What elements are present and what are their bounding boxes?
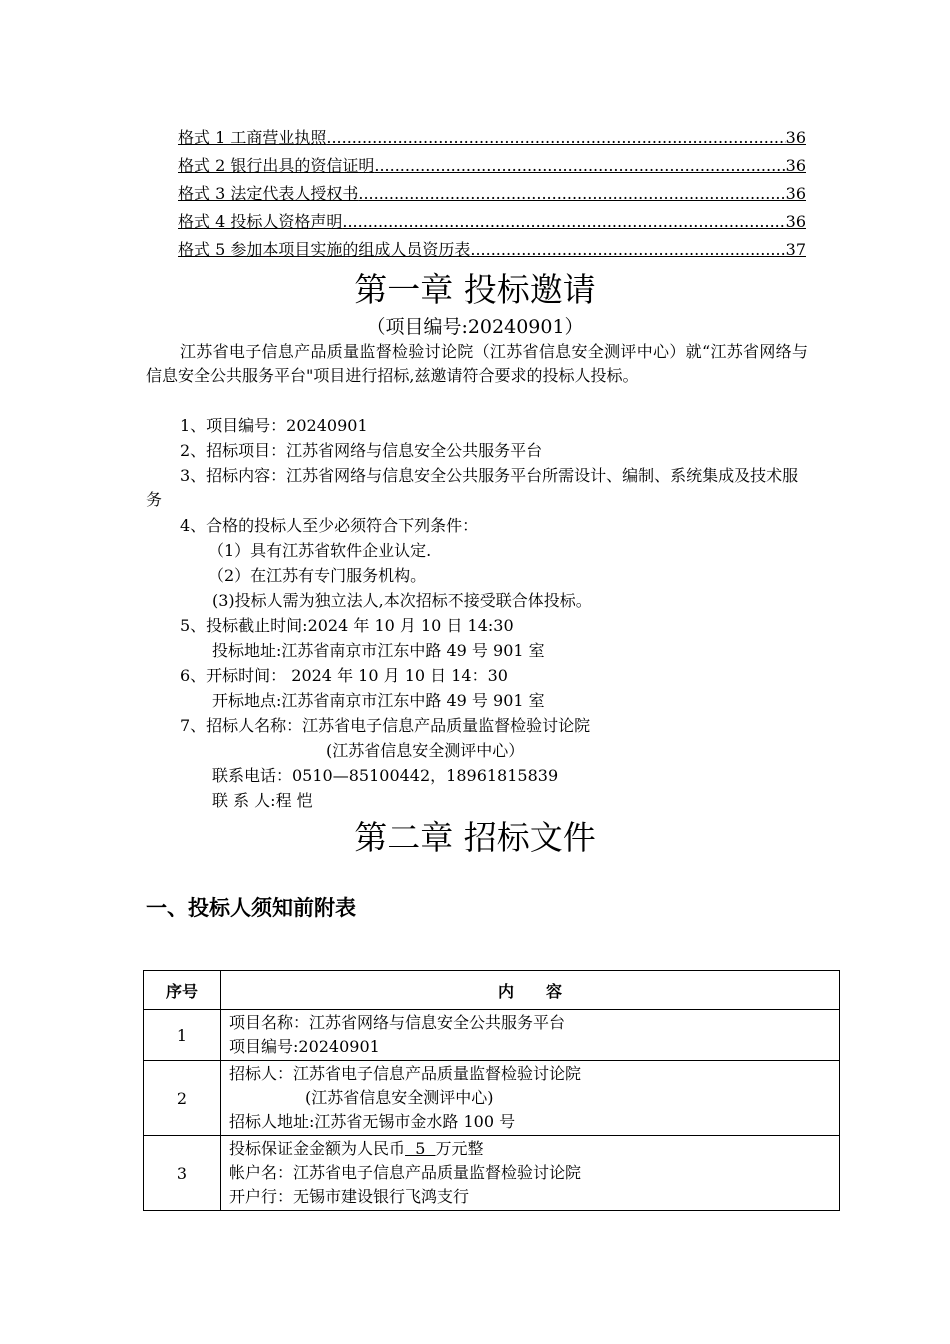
toc-entry[interactable]	[178, 181, 806, 209]
row-number: 2	[144, 1061, 221, 1136]
content-line: 项目名称：江苏省网络与信息安全公共服务平台	[229, 1013, 566, 1032]
qualification-1: （1）具有江苏省软件企业认定.	[208, 541, 432, 560]
item-project-name: 2、招标项目：江苏省网络与信息安全公共服务平台	[180, 441, 543, 460]
table-row	[144, 1010, 840, 1061]
item-qualifications: 4、合格的投标人至少必须符合下列条件：	[180, 516, 479, 535]
toc-entry-label: 格式 4 投标人资格声明	[178, 212, 343, 231]
toc-entry-page: 37	[785, 240, 806, 259]
chapter-1-title: 第一章 投标邀请	[354, 270, 596, 309]
bid-address: 投标地址:江苏省南京市江东中路 49 号 901 室	[212, 641, 545, 660]
section-title: 一、投标人须知前附表	[146, 896, 356, 920]
column-header-content: 内 容	[221, 971, 840, 1010]
toc-entry-page: 36	[785, 212, 806, 231]
content-line: (江苏省信息安全测评中心)	[305, 1088, 494, 1107]
contact-phone: 联系电话：0510—85100442，18961815839	[212, 766, 559, 785]
deposit-amount: 5	[405, 1139, 436, 1158]
content-line: 项目编号:20240901	[229, 1037, 380, 1056]
content-line: 招标人：江苏省电子信息产品质量监督检验讨论院	[229, 1064, 582, 1083]
table-row	[144, 1136, 840, 1211]
table-of-contents	[178, 125, 806, 265]
opening-address: 开标地点:江苏省南京市江东中路 49 号 901 室	[212, 691, 545, 710]
toc-entry-page: 36	[785, 156, 806, 175]
toc-leader-dots	[342, 212, 785, 231]
qualification-3: (3)投标人需为独立法人,本次招标不接受联合体投标。	[212, 591, 592, 610]
contact-person: 联 系 人:程 恺	[212, 791, 313, 810]
content-line: 帐户名：江苏省电子信息产品质量监督检验讨论院	[229, 1163, 582, 1182]
row-number: 3	[144, 1136, 221, 1211]
tenderer-alt-name: (江苏省信息安全测评中心）	[326, 741, 525, 760]
toc-entry-label: 格式 3 法定代表人授权书	[178, 184, 359, 203]
project-number-heading: （项目编号:20240901）	[366, 316, 584, 338]
item-tenderer-name: 7、招标人名称：江苏省电子信息产品质量监督检验讨论院	[180, 716, 591, 735]
item-opening-time: 6、开标时间： 2024 年 10 月 10 日 14：30	[180, 666, 508, 685]
toc-entry-label: 格式 1 工商营业执照	[178, 128, 327, 147]
row-content	[221, 1010, 840, 1061]
deposit-suffix: 万元整	[435, 1139, 484, 1158]
deposit-prefix: 投标保证金金额为人民币	[229, 1139, 406, 1158]
item-scope: 3、招标内容：江苏省网络与信息安全公共服务平台所需设计、编制、系统集成及技术服务	[146, 466, 799, 509]
table-header-row	[144, 971, 840, 1010]
row-content	[221, 1136, 840, 1211]
toc-leader-dots	[326, 128, 785, 147]
toc-leader-dots	[374, 156, 785, 175]
toc-entry[interactable]	[178, 237, 806, 265]
toc-leader-dots	[358, 184, 785, 203]
table-row	[144, 1061, 840, 1136]
toc-entry-page: 36	[785, 184, 806, 203]
bidder-notes-table	[143, 970, 840, 1211]
row-number: 1	[144, 1010, 221, 1061]
toc-entry[interactable]	[178, 209, 806, 237]
row-content	[221, 1061, 840, 1136]
toc-leader-dots	[470, 240, 785, 259]
toc-entry[interactable]	[178, 125, 806, 153]
content-line: 开户行：无锡市建设银行飞鸿支行	[229, 1187, 470, 1206]
toc-entry-label: 格式 2 银行出具的资信证明	[178, 156, 375, 175]
qualification-2: （2）在江苏有专门服务机构。	[208, 566, 427, 585]
toc-entry-label: 格式 5 参加本项目实施的组成人员资历表	[178, 240, 471, 259]
item-deadline: 5、投标截止时间:2024 年 10 月 10 日 14:30	[180, 616, 514, 635]
item-project-number: 1、项目编号：20240901	[180, 416, 368, 435]
toc-entry[interactable]	[178, 153, 806, 181]
content-line: 招标人地址:江苏省无锡市金水路 100 号	[229, 1112, 516, 1131]
toc-entry-page: 36	[785, 128, 806, 147]
chapter-2-title: 第二章 招标文件	[354, 818, 596, 857]
column-header-number: 序号	[144, 971, 221, 1010]
content-line	[229, 1137, 831, 1161]
invitation-paragraph: 江苏省电子信息产品质量监督检验讨论院（江苏省信息安全测评中心）就“江苏省网络与信息安全公共服务平台"项目进行招标,兹邀请符合要求的投标人投标。	[146, 342, 808, 385]
